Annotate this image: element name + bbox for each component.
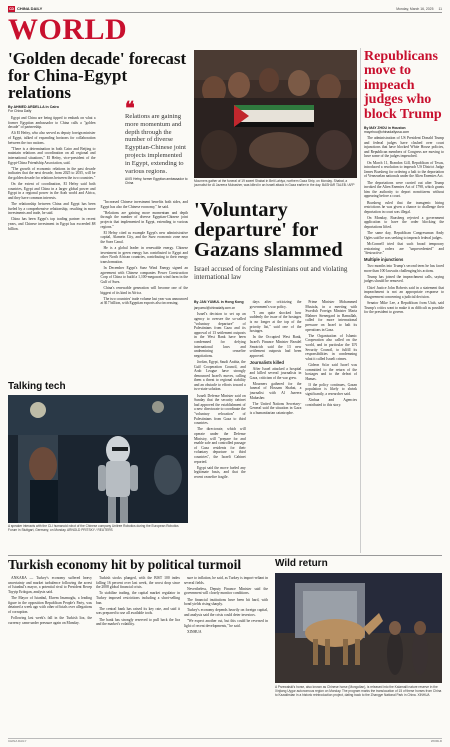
section-title: WORLD <box>8 13 128 46</box>
paragraph: Nevertheless, Deputy Finance Minister said the government will closely monitor conditions. <box>184 586 268 596</box>
talking-tech-caption: A speaker interacts with the CLI humanoid robot of the Chinese company Unitree Robotics during the European Robotics Forum in Stuttgart, Germany, on Monday. ARNOLD PRITSKY / REUTERS <box>8 524 179 532</box>
paragraph: On the extent of coordination, El Hefny said both countries, Egypt and China in a larger global power and Egypt in a regional power in the Arab world and Africa, and they have common interests. <box>8 182 96 200</box>
paragraph: After Israel attacked a hospital and killed several journalists in Gaza, criticism of the war grew. <box>249 366 302 380</box>
paragraph: In the Occupied West Bank, Israel's Finance Minister Bezalel Smotrich said the 13 new settlement outposts had been approved. <box>249 335 302 358</box>
funeral-photo-credit: BASHAR TALEB / AFP <box>322 182 355 187</box>
paragraph: XINHUA <box>187 629 202 634</box>
feature-column-3 <box>305 300 357 481</box>
lead-column-1 <box>8 116 96 308</box>
paragraph: "The growth of economic relations in the past decade indicates that the next decade, from 2025 to 2035, will be the golden decade for relations between the two countries." <box>8 166 96 180</box>
masthead-logo[interactable] <box>8 6 42 12</box>
turkish-headline[interactable]: Turkish economy hit by political turmoil <box>8 557 242 572</box>
paragraph: Israel's decision to set up an agency to oversee the so-called "voluntary departure" of Palestinians from Gaza and its approval of 13 settlement outposts in the West Bank have been condemned for defying international laws and undermining ceasefire negotiations. <box>194 312 246 358</box>
paragraph: Egypt and China are being tipped to embark on what a former Egyptian ambassador to China calls a "golden decade" of partnership. <box>8 116 96 130</box>
pull-quote <box>125 98 188 186</box>
footer-left: CHINA DAILY <box>8 739 27 743</box>
paragraph: Senator Mike Lee, a Republican from Utah, said Trump's critics want to make it as difficult as possible for the president to govern. <box>364 300 444 315</box>
republicans-author-email[interactable]: mayzhou@chinadailyusa.com <box>364 130 410 134</box>
paragraph: The financial institutions have been hit hard, with bond yields rising sharply. <box>184 597 268 607</box>
paragraph: China has been Egypt's top trading partner in recent years, and Chinese investment in Egypt has exceeded $8 billion. <box>8 217 96 231</box>
paragraph: The two countries' trade volume last year was announced at $17 billion, with Egyptian exports also increasing. <box>100 296 188 306</box>
feature-author: By JAN YUMUL in Hong Kong <box>194 300 244 304</box>
turkish-body <box>8 576 268 636</box>
masthead-bar <box>8 5 442 13</box>
wild-return-credit: XINHUA <box>417 692 430 697</box>
robot-photo-illustration <box>8 395 188 523</box>
feature-body <box>194 300 357 481</box>
paragraph: If the policy continues, Gazan population is likely to shrink significantly, a researcher said. <box>305 382 358 397</box>
logo-text: CHINA DAILY <box>17 6 43 11</box>
paragraph: The directorate, which will operate under the Defense Ministry, will "prepare for and enable safe and controlled passage of Gaza residents for their voluntary departure to third countries", the Israeli Cabinet reported. <box>194 427 246 464</box>
paragraph: Israeli Defense Minister said on Sunday that the security cabinet had approved the establishment of a new directorate to coordinate the "voluntary relocation" of Palestinians from Gaza to third countries. <box>194 393 246 426</box>
subhead: Multiple injunctions <box>364 257 404 263</box>
lead-headline[interactable]: 'Golden decade' forecast for China-Egypt relations <box>8 49 187 102</box>
paragraph: He is a global leader in renewable energy. Chinese investment in green energy has contributed to Egypt and other North African countries, contributing to their energy transformation. <box>100 246 188 264</box>
paragraph: Trump has joined the impeachment calls, saying judges should be removed. <box>364 274 444 284</box>
funeral-photo-caption <box>194 180 357 188</box>
lead-author: By AHMED ARDELLA in Cairo <box>8 105 59 109</box>
paragraph: McConnell tried that such broad temporary restraining orders are "unprecedented" and "destructive." <box>364 242 444 256</box>
funeral-caption-text: Mourners gather at the funeral of 19 sweet Shabai in Beit Lahiya, northern Gaza Strip, on Monday. Shabat, a journalist for Al Jazeera Mubasher, was killed in an Israeli attack in Gaza earlier in the day. <box>194 179 348 187</box>
paragraph: days after criticizing the government's war policy. <box>249 300 302 309</box>
paragraph: Following last week's fall in the Turkish lira, the currency came under pressure again on Monday. <box>8 615 92 625</box>
horse-photo-illustration <box>275 573 442 683</box>
wild-return-caption-text: A Przewalski's horse, also known as Chinese horse (Mongolian), is released into the Kalamaili nature reserve in the Xinjiang Uygur autonomous region on Monday. The program marks the translocation of 15 of these horses from China to Kazakhstan in a historic reintroduction project, dating back to the Zhangye National Park in China. <box>275 685 442 697</box>
funeral-photo-illustration <box>194 50 357 178</box>
paragraph: "There is a determination in both Cairo and Beijing to maintain relations and coordination on all regional and international situations," El Hefny, vice-president of the Egypt-China Friendship Association, said. <box>8 146 96 165</box>
feature-column-1-text <box>194 312 246 479</box>
paragraph: The Organisation of Islamic Cooperation also called on the world, and in particular the UN Security Council, to fulfill its responsibilities in condemning what it called Israeli crimes. <box>305 333 358 361</box>
paragraph: "Relations are gaining more momentum and depth through the number of diverse Egyptian-Chinese joint projects that implemented in Egypt, extending to various regions." <box>100 210 188 229</box>
paragraph: In December Egypt's Suez Wind Energy signed an agreement with Chinese companies Power Construction Corp of China to build a 1,100-megawatt wind farm in the Gulf of Suez. <box>100 266 188 284</box>
paragraph: The bank has strongly reserved to pull back the lira and the market's volatility. <box>96 617 180 627</box>
feature-deck: Israel accused of forcing Palestinians out and violating international law <box>194 265 348 282</box>
turkish-column-3 <box>184 576 268 636</box>
paragraph: "We expect another cut, but this could be reversed in light of recent developments," he said. <box>184 619 268 628</box>
paragraph: Boasberg ruled that the transgenic hiring restrictions he was given a chance to challenge their deportation in court was illegal. <box>364 200 444 214</box>
paragraph: Ali El Hefny, who also served as deputy foreign minister of Egypt, talked of expanding horizons for collaboration between the two nations. <box>8 131 96 145</box>
paragraph: Chief Justice John Roberts said in a statement that impeachment is not an appropriate response to disagreement concerning a judicial decision. <box>364 285 444 299</box>
paragraph: Two months into Trump's second term he has faced more than 100 lawsuits challenging his actions. <box>364 264 444 273</box>
feature-author-email[interactable]: janyumul@chinadaily.com.cn <box>194 306 236 311</box>
feature-column-2 <box>250 300 302 481</box>
paragraph: Prime Minister Mohammed Mustafa, in a meeting with Swedish Foreign Minister Maria Malmer Stenergard in Ramallah, called for more international pressure on Israel to halt its operations in Gaza. <box>305 300 358 332</box>
quote-mark-icon: ❝ <box>125 98 135 118</box>
paragraph: Turkish stocks plunged, with the BIST 100 index falling 16 percent over last week, the worst drop since the 2008 global financial crisis. <box>96 576 180 590</box>
paragraph: Egypt said the move fueled any legitimate basis, and that the recent ceasefire fragile. <box>194 465 246 479</box>
column-divider <box>360 48 361 553</box>
paragraph: The United Nations Secretary-General said the situation in Gaza is a humanitarian catastrophe. <box>249 401 302 416</box>
paragraph: On March 11, Brandon Gill, Republican of Texas, introduced a resolution to impeach US District Judge James Boasberg for ordering a halt to the deportation of Venezuelan nationals under the Alien Enemies Act. <box>364 160 444 179</box>
republicans-headline[interactable]: Republicans move to impeach judges who block Trump <box>364 49 442 122</box>
paragraph: sure to inflation, he said, as Turkey is import-reliant in several fields. <box>184 576 268 585</box>
pull-quote-text: Relations are gaining more momentum and depth through the number of diverse Egyptian-Chinese joint projects implemented in Egypt, extending to various regions. <box>125 113 186 175</box>
paragraph: The relationship between China and Egypt has been fueled by a comprehensive relationship, resulting in more investments and trade, he said. <box>8 202 96 216</box>
paragraph: ANKARA — Turkey's economy suffered heavy uncertainty and market turbulence following the arrest of Istanbul's mayor, a potential rival to President Recep Tayyip Erdogan, analysts said. <box>8 576 92 594</box>
talking-tech-label: Talking tech <box>8 381 66 392</box>
paragraph: The central bank has raised its key rate, and said it was prepared to use all available tools. <box>96 606 180 616</box>
republicans-body <box>364 136 444 316</box>
logo-mark-icon: CD <box>8 6 15 11</box>
paragraph: "Increased Chinese investment benefits both sides, and Egypt has also the Chinese economy," he said. <box>100 200 188 209</box>
paragraph: The deportations were carried out after Trump invoked the Alien Enemies Act of 1798, which grants him the authority to deport noncitizens without appearing before a court. <box>364 180 444 199</box>
paragraph: The Mayor of Istanbul, Ekrem Imamoglu, a leading figure in the opposition Republican People's Party, was detained a week ago with other officials over allegations of corruption. <box>8 595 92 614</box>
turkish-column-2 <box>96 576 180 636</box>
pull-quote-attribution: Ali El Hefny, former Egyptian ambassador to China <box>125 177 188 186</box>
wild-return-label: Wild return <box>275 558 328 569</box>
dateline <box>396 7 442 11</box>
lead-outlet: For China Daily <box>8 109 32 113</box>
paragraph: To stabilize trading, the capital market regulator in Turkey imposed restrictions including a short-selling ban. <box>96 591 180 605</box>
feature-headline[interactable]: 'Voluntary departure' for Gazans slammed <box>194 199 343 261</box>
paragraph: On Monday, Boasberg rejected a government application to have the order blocking the deportations lifted. <box>364 215 444 230</box>
issue-date: Monday, March 16, 2025 <box>396 6 434 11</box>
paragraph: The administration of US President Donald Trump and federal judges have clashed over court injunctions that have blocked White House policies, and Republican members of Congress are moving to have some of the judges impeached. <box>364 136 444 159</box>
horse-photo[interactable] <box>275 573 442 683</box>
paragraph: Turkey's economy depends heavily on foreign capital, and analysts said the crisis could deter investors. <box>184 608 268 617</box>
paragraph: Xinhua and Agencies contributed to this story. <box>305 398 358 407</box>
paragraph: Gideon Sa'ar said Israel was committed to the return of the hostages and to the defeat of Hamas. <box>305 362 358 381</box>
paragraph: Jordan, Egypt, Saudi Arabia, the Gulf Cooperation Council, and Arab League have strongly denounced Israel's moves, calling them a threat to regional stability and an obstacle to efforts toward a two-state solution. <box>194 359 246 392</box>
footer-right: WORLD <box>430 739 442 743</box>
funeral-photo[interactable] <box>194 50 357 178</box>
feature-column-1 <box>194 300 246 481</box>
robot-photo[interactable] <box>8 395 188 523</box>
page-number: 11 <box>438 6 442 11</box>
paragraph: El Hefny cited as example Egypt's new administrative capital, Alamein City, and the Suez economic zone near the Suez Canal. <box>100 230 188 244</box>
republicans-byline <box>364 126 444 134</box>
wild-return-caption <box>275 686 442 698</box>
paragraph: The same day, Republican Congressman Andy Ogles said he was seeking to impeach federal judges. <box>364 231 444 240</box>
paragraph: China's renewable generation will become one of the biggest of its kind in Africa. <box>100 286 188 295</box>
bottom-divider <box>8 555 442 556</box>
subhead: Journalists killed <box>249 359 284 365</box>
turkish-column-1 <box>8 576 92 636</box>
page-footer <box>8 738 442 743</box>
republicans-author: By MAY ZHOU in Houston <box>364 126 406 130</box>
lead-column-2 <box>101 200 189 308</box>
paragraph: "I am quite shocked how suddenly the issue of the hostages is no longer at the top of the priority list," said one of the hostages. <box>249 310 302 334</box>
paragraph: Mourners gathered for the funeral of Hossam Shabat, a journalist with Al Jazeera Mubasher. <box>249 381 302 400</box>
